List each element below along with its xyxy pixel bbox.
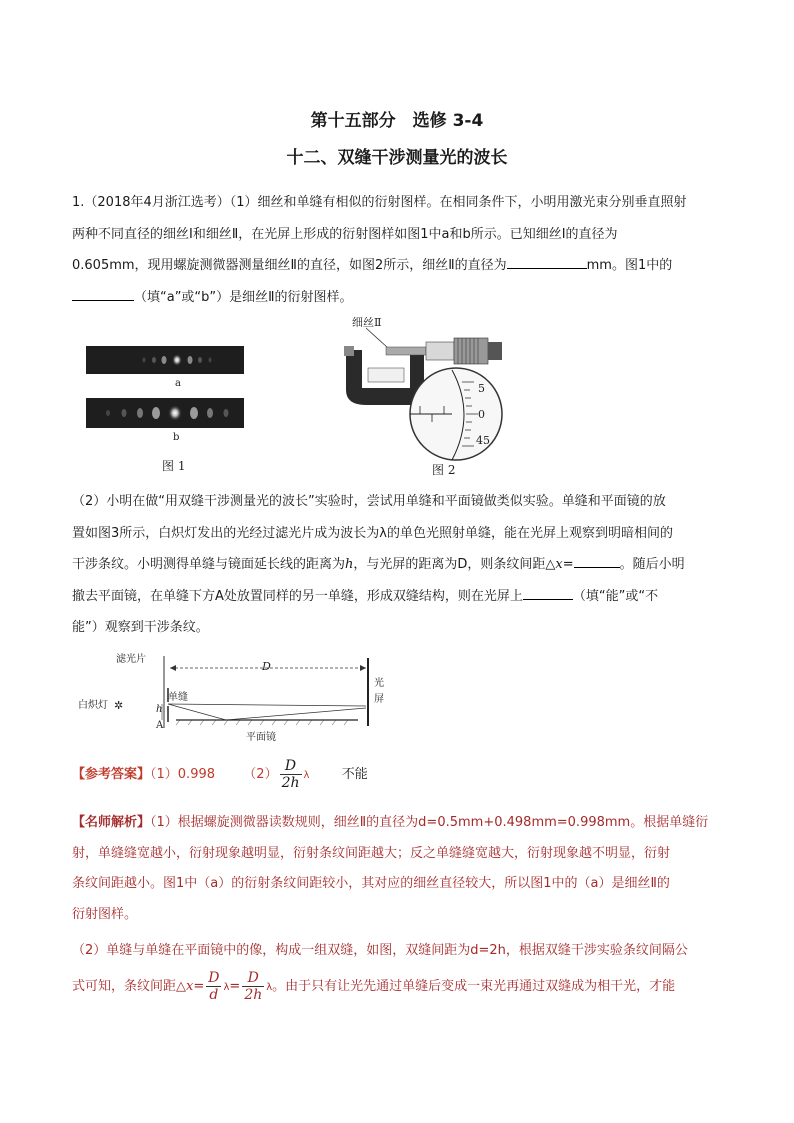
q2-line-4b: （填“能”或“不 (572, 588, 659, 604)
q2-eq: = (562, 557, 574, 572)
figure-1-caption: 图 1 (162, 459, 186, 473)
point-A-label: A (156, 720, 164, 731)
answer-lambda: λ (303, 770, 310, 781)
analysis-label: 【名师解析】 (72, 815, 151, 830)
q2-line-2: 置如图3所示，白炽灯发出的光经过滤光片成为波长为λ的单色光照射单缝，能在光屏上观察到明暗相间的 (72, 525, 673, 541)
thimble (454, 338, 488, 364)
slit-label: 单缝 (168, 692, 188, 703)
analysis-fraction-1: $\frac{D}{d}$ (208, 969, 220, 1003)
pattern-answer-blank[interactable] (72, 286, 134, 301)
question-1-text (72, 187, 726, 313)
analysis-line-6: 式可知，条纹间距△x= $\frac{D}{d}$ λ= $\frac{D}{2h}$ λ。由于只有让光先通过单缝后变成一束光再通过双缝成为相干光，才能 (72, 969, 676, 1003)
q1-line-3a: 0.605mm，现用螺旋测微器测量细丝Ⅱ的直径，如图2所示，细丝Ⅱ的直径为 (72, 258, 507, 273)
q2-line-4 (72, 581, 726, 613)
figure-2-caption: 图 2 (432, 463, 456, 477)
analysis-line-1: 【名师解析】（1）根据螺旋测微器读数规则，细丝Ⅱ的直径为d=0.5mm+0.498mm=0.998mm。根据单缝衍 (72, 815, 709, 830)
diffraction-patterns-image (84, 338, 252, 478)
analysis-fraction-2: $\frac{D}{2h}$ (244, 969, 263, 1003)
screen-label-1: 光 (374, 678, 384, 689)
q2-line-3d: 。随后小明 (619, 557, 685, 572)
figure-2 (336, 310, 504, 478)
section-title: 十二、双缝干涉测量光的波长 (286, 148, 508, 168)
q1-line-4 (72, 282, 726, 314)
q1-line-4-text: （填“a”或“b”）是细丝Ⅱ的衍射图样。 (134, 289, 353, 305)
scale-label-45: 45 (476, 434, 490, 447)
q2-line-3a: 干涉条纹。小明测得单缝与镜面延长线的距离为 (72, 557, 346, 572)
q2-line-3b: ，与光屏的距离为D，则条纹间距△ (353, 557, 556, 572)
mirror-label: 平面镜 (246, 732, 276, 743)
q2-line-5: 能”）观察到干涉条纹。 (72, 620, 209, 635)
q2-h: h (345, 557, 354, 572)
answer-part-2-prefix: （2） (243, 767, 278, 782)
fringe-spacing-blank[interactable] (574, 553, 620, 568)
analysis-block (72, 808, 726, 1008)
figure-3 (76, 648, 396, 756)
answer-line (72, 758, 368, 798)
part-title: 第十五部分 选修 3-4 (310, 111, 484, 131)
q1-line-2: 两种不同直径的细丝Ⅰ和细丝Ⅱ，在光屏上形成的衍射图样如图1中a和b所示。已知细丝Ⅰ的直径为 (72, 226, 618, 242)
analysis-line-3: 条纹间距越小。图1中（a）的衍射条纹间距较小，其对应的细丝直径较大，所以图1中的（a）是细丝Ⅱ的 (72, 876, 670, 891)
analysis-line-2: 射，单缝缝宽越小，衍射现象越明显，衍射条纹间距越大；反之单缝缝宽越大，衍射现象越不明显，衍射 (72, 845, 671, 861)
q2-line-4a: 撤去平面镜，在单缝下方A处放置同样的另一单缝，形成双缝结构，则在光屏上 (72, 588, 523, 604)
scale-label-5: 5 (478, 382, 485, 395)
lamp-icon: ✲ (114, 699, 124, 712)
q2-x: x (555, 557, 563, 572)
q2-line-3 (72, 549, 726, 581)
answer-part-1: （1）0.998 (150, 767, 216, 782)
q2-line-1: （2）小明在做“用双缝干涉测量光的波长”实验时，尝试用单缝和平面镜做类似实验。单缝和平面镜的放 (72, 494, 666, 509)
micrometer-image (336, 310, 504, 478)
pattern-a-label: a (175, 378, 181, 389)
q1-line-3 (72, 250, 726, 282)
answer-fraction: $\frac{D}{2h}$ (281, 758, 300, 791)
slit-mirror-diagram (76, 648, 396, 756)
wire-2-label: 细丝Ⅱ (352, 316, 382, 329)
distance-D-label: D (262, 660, 271, 673)
lamp-label: 白炽灯 (78, 700, 108, 711)
figure-1 (84, 338, 252, 478)
can-observe-blank[interactable] (523, 585, 573, 600)
question-2-text (72, 486, 726, 644)
filter-label: 滤光片 (116, 654, 146, 665)
analysis-line-5: （2）单缝与单缝在平面镜中的像，构成一组双缝，如图，双缝间距为d=2h，根据双缝干涉实验条纹间隔公 (72, 943, 688, 958)
diameter-answer-blank[interactable] (507, 254, 587, 269)
answer-part-3: 不能 (341, 767, 368, 782)
screen-label-2: 屏 (374, 694, 384, 705)
q1-line-1: 1.（2018年4月浙江选考）（1）细丝和单缝有相似的衍射图样。在相同条件下，小明用激光束分别垂直照射 (72, 195, 687, 210)
scale-label-0: 0 (478, 408, 485, 421)
analysis-line-4: 衍射图样。 (72, 906, 138, 922)
h-label: h (156, 704, 163, 715)
pattern-b-label: b (173, 432, 180, 443)
answer-label: 【参考答案】 (72, 767, 151, 782)
q1-line-3b: mm。图1中的 (586, 258, 673, 273)
